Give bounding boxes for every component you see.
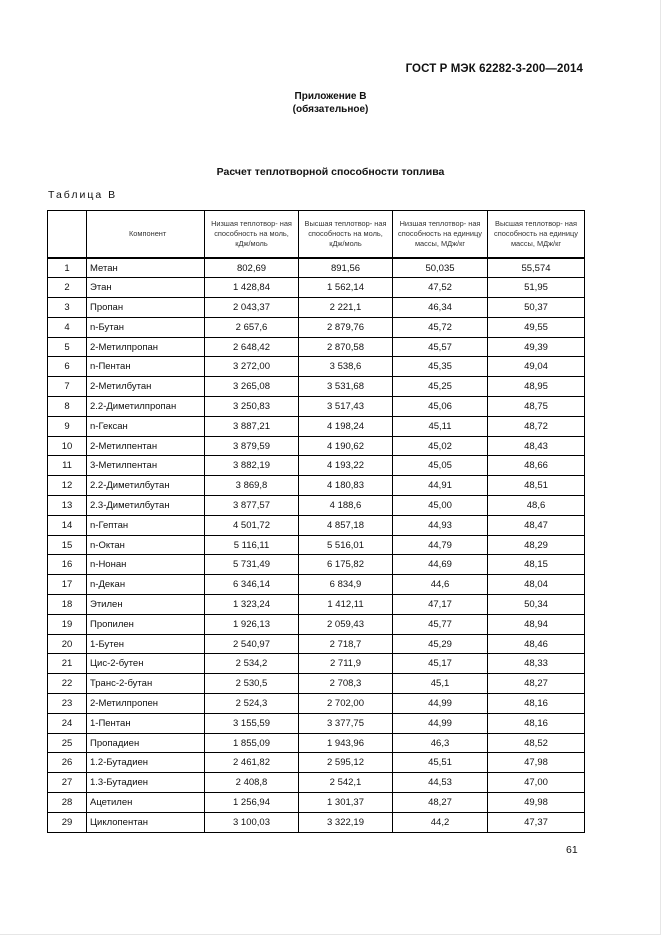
higher-molar-value: 3 377,75 [299,713,393,733]
table-row [48,337,585,357]
component-name: 2.3-Диметилбутан [87,496,205,516]
higher-mass-value: 48,94 [488,614,585,634]
row-number: 18 [48,595,87,615]
higher-mass-value: 48,52 [488,733,585,753]
row-number: 6 [48,357,87,377]
higher-mass-value: 47,00 [488,773,585,793]
higher-molar-value: 2 702,00 [299,694,393,714]
row-number: 25 [48,733,87,753]
table-row [48,694,585,714]
row-number: 5 [48,337,87,357]
column-header-lower-molar: Низшая теплотвор- ная способность на моль, кДж/моль [205,211,299,259]
higher-mass-value: 48,16 [488,694,585,714]
row-number: 13 [48,496,87,516]
table-row [48,357,585,377]
higher-molar-value: 3 322,19 [299,812,393,832]
table-row [48,397,585,417]
table-caption-number: В [108,189,116,201]
table-caption-label: Таблица [48,189,104,201]
component-name: 2-Метилпентан [87,436,205,456]
lower-mass-value: 45,02 [393,436,488,456]
row-number: 1 [48,258,87,278]
higher-mass-value: 48,27 [488,674,585,694]
component-name: n-Нонан [87,555,205,575]
row-number: 22 [48,674,87,694]
row-number: 11 [48,456,87,476]
higher-molar-value: 3 538,6 [299,357,393,377]
table-row [48,377,585,397]
row-number: 7 [48,377,87,397]
lower-mass-value: 45,72 [393,317,488,337]
component-name: 1.2-Бутадиен [87,753,205,773]
higher-molar-value: 1 562,14 [299,278,393,298]
lower-molar-value: 3 869,8 [205,476,299,496]
table-row [48,654,585,674]
row-number: 16 [48,555,87,575]
row-number: 17 [48,575,87,595]
row-number: 24 [48,713,87,733]
table-row [48,278,585,298]
row-number: 4 [48,317,87,337]
lower-molar-value: 2 043,37 [205,298,299,318]
lower-molar-value: 1 323,24 [205,595,299,615]
higher-mass-value: 49,04 [488,357,585,377]
higher-molar-value: 1 943,96 [299,733,393,753]
lower-mass-value: 44,93 [393,515,488,535]
lower-molar-value: 802,69 [205,258,299,278]
component-name: 2-Метилпропан [87,337,205,357]
row-number: 2 [48,278,87,298]
component-name: Пропилен [87,614,205,634]
document-code-header: ГОСТ Р МЭК 62282-3-200—2014 [405,63,583,75]
table-row [48,436,585,456]
lower-molar-value: 5 731,49 [205,555,299,575]
higher-mass-value: 50,34 [488,595,585,615]
higher-molar-value: 3 517,43 [299,397,393,417]
higher-mass-value: 50,37 [488,298,585,318]
component-name: 2.2-Диметилбутан [87,476,205,496]
table-row [48,753,585,773]
higher-mass-value: 48,75 [488,397,585,417]
lower-molar-value: 3 100,03 [205,812,299,832]
lower-molar-value: 2 530,5 [205,674,299,694]
component-name: Пропадиен [87,733,205,753]
component-name: Цис-2-бутен [87,654,205,674]
lower-molar-value: 1 428,84 [205,278,299,298]
row-number: 23 [48,694,87,714]
component-name: Ацетилен [87,793,205,813]
higher-mass-value: 48,6 [488,496,585,516]
row-number: 8 [48,397,87,417]
higher-mass-value: 48,16 [488,713,585,733]
component-name: Транс-2-бутан [87,674,205,694]
higher-mass-value: 49,39 [488,337,585,357]
lower-molar-value: 3 272,00 [205,357,299,377]
lower-molar-value: 1 926,13 [205,614,299,634]
table-row [48,634,585,654]
component-name: Этилен [87,595,205,615]
higher-mass-value: 48,47 [488,515,585,535]
page-number: 61 [566,844,578,856]
lower-mass-value: 45,06 [393,397,488,417]
lower-mass-value: 44,99 [393,713,488,733]
lower-mass-value: 45,25 [393,377,488,397]
lower-mass-value: 45,29 [393,634,488,654]
higher-molar-value: 4 193,22 [299,456,393,476]
table-row [48,773,585,793]
table-row [48,456,585,476]
lower-molar-value: 3 250,83 [205,397,299,417]
lower-molar-value: 2 408,8 [205,773,299,793]
table-row [48,555,585,575]
higher-molar-value: 891,56 [299,258,393,278]
table-caption [48,189,115,201]
lower-molar-value: 3 155,59 [205,713,299,733]
lower-molar-value: 3 882,19 [205,456,299,476]
row-number: 12 [48,476,87,496]
appendix-status: (обязательное) [292,104,369,115]
lower-molar-value: 3 887,21 [205,416,299,436]
lower-mass-value: 45,51 [393,753,488,773]
section-title: Расчет теплотворной способности топлива [216,166,445,178]
higher-molar-value: 1 301,37 [299,793,393,813]
table-row [48,317,585,337]
table-row [48,515,585,535]
row-number: 21 [48,654,87,674]
lower-mass-value: 46,34 [393,298,488,318]
component-name: Метан [87,258,205,278]
lower-mass-value: 45,00 [393,496,488,516]
component-name: n-Пентан [87,357,205,377]
higher-molar-value: 6 834,9 [299,575,393,595]
higher-molar-value: 5 516,01 [299,535,393,555]
column-header-number [48,211,87,259]
row-number: 10 [48,436,87,456]
higher-mass-value: 48,72 [488,416,585,436]
component-name: n-Бутан [87,317,205,337]
lower-molar-value: 2 524,3 [205,694,299,714]
lower-molar-value: 4 501,72 [205,515,299,535]
appendix-heading [0,90,661,116]
lower-mass-value: 44,2 [393,812,488,832]
lower-mass-value: 44,69 [393,555,488,575]
row-number: 20 [48,634,87,654]
lower-molar-value: 2 461,82 [205,753,299,773]
lower-mass-value: 45,57 [393,337,488,357]
table-row [48,298,585,318]
table-header-row [48,211,585,259]
higher-molar-value: 4 857,18 [299,515,393,535]
component-name: Пропан [87,298,205,318]
higher-molar-value: 2 711,9 [299,654,393,674]
lower-molar-value: 3 265,08 [205,377,299,397]
higher-mass-value: 47,37 [488,812,585,832]
higher-molar-value: 2 718,7 [299,634,393,654]
lower-molar-value: 2 534,2 [205,654,299,674]
higher-molar-value: 4 188,6 [299,496,393,516]
table-row [48,476,585,496]
higher-mass-value: 48,46 [488,634,585,654]
higher-mass-value: 48,33 [488,654,585,674]
higher-mass-value: 49,98 [488,793,585,813]
higher-molar-value: 4 198,24 [299,416,393,436]
higher-mass-value: 48,15 [488,555,585,575]
lower-mass-value: 47,17 [393,595,488,615]
table-row [48,793,585,813]
higher-mass-value: 48,95 [488,377,585,397]
lower-molar-value: 6 346,14 [205,575,299,595]
lower-mass-value: 45,35 [393,357,488,377]
lower-mass-value: 44,99 [393,694,488,714]
lower-mass-value: 47,52 [393,278,488,298]
lower-molar-value: 2 648,42 [205,337,299,357]
higher-molar-value: 2 542,1 [299,773,393,793]
component-name: n-Декан [87,575,205,595]
table-row [48,733,585,753]
lower-molar-value: 1 855,09 [205,733,299,753]
component-name: Циклопентан [87,812,205,832]
table-row [48,575,585,595]
table-row [48,258,585,278]
higher-molar-value: 4 190,62 [299,436,393,456]
lower-mass-value: 44,79 [393,535,488,555]
table-row [48,416,585,436]
component-name: 2.2-Диметилпропан [87,397,205,417]
lower-molar-value: 5 116,11 [205,535,299,555]
higher-molar-value: 3 531,68 [299,377,393,397]
component-name: n-Октан [87,535,205,555]
higher-molar-value: 2 221,1 [299,298,393,318]
component-name: n-Гексан [87,416,205,436]
row-number: 28 [48,793,87,813]
lower-molar-value: 2 657,6 [205,317,299,337]
lower-mass-value: 45,05 [393,456,488,476]
fuel-heating-value-table [47,210,585,833]
component-name: n-Гептан [87,515,205,535]
row-number: 19 [48,614,87,634]
table-body [48,258,585,832]
table-row [48,595,585,615]
higher-mass-value: 48,51 [488,476,585,496]
column-header-higher-molar: Высшая теплотвор- ная способность на моль, кДж/моль [299,211,393,259]
component-name: Этан [87,278,205,298]
lower-molar-value: 1 256,94 [205,793,299,813]
higher-molar-value: 2 879,76 [299,317,393,337]
table-row [48,535,585,555]
higher-molar-value: 2 870,58 [299,337,393,357]
lower-mass-value: 46,3 [393,733,488,753]
higher-mass-value: 48,43 [488,436,585,456]
component-name: 1.3-Бутадиен [87,773,205,793]
lower-mass-value: 45,11 [393,416,488,436]
component-name: 3-Метилпентан [87,456,205,476]
component-name: 2-Метилпропен [87,694,205,714]
table-row [48,812,585,832]
higher-molar-value: 6 175,82 [299,555,393,575]
lower-mass-value: 44,53 [393,773,488,793]
lower-mass-value: 45,17 [393,654,488,674]
lower-molar-value: 3 877,57 [205,496,299,516]
higher-molar-value: 1 412,11 [299,595,393,615]
higher-mass-value: 49,55 [488,317,585,337]
lower-mass-value: 44,6 [393,575,488,595]
row-number: 15 [48,535,87,555]
higher-mass-value: 51,95 [488,278,585,298]
row-number: 27 [48,773,87,793]
component-name: 1-Пентан [87,713,205,733]
lower-mass-value: 48,27 [393,793,488,813]
lower-molar-value: 2 540,97 [205,634,299,654]
higher-mass-value: 48,29 [488,535,585,555]
table-row [48,496,585,516]
component-name: 1-Бутен [87,634,205,654]
lower-molar-value: 3 879,59 [205,436,299,456]
row-number: 29 [48,812,87,832]
appendix-title: Приложение В [294,91,367,102]
higher-mass-value: 47,98 [488,753,585,773]
higher-molar-value: 4 180,83 [299,476,393,496]
component-name: 2-Метилбутан [87,377,205,397]
higher-molar-value: 2 708,3 [299,674,393,694]
higher-mass-value: 48,04 [488,575,585,595]
row-number: 14 [48,515,87,535]
higher-molar-value: 2 059,43 [299,614,393,634]
row-number: 3 [48,298,87,318]
lower-mass-value: 50,035 [393,258,488,278]
lower-mass-value: 44,91 [393,476,488,496]
higher-molar-value: 2 595,12 [299,753,393,773]
row-number: 26 [48,753,87,773]
column-header-lower-mass: Низшая теплотвор- ная способность на единицу массы, МДж/кг [393,211,488,259]
lower-mass-value: 45,1 [393,674,488,694]
table-row [48,614,585,634]
higher-mass-value: 48,66 [488,456,585,476]
higher-mass-value: 55,574 [488,258,585,278]
row-number: 9 [48,416,87,436]
column-header-component: Компонент [87,211,205,259]
table-row [48,674,585,694]
table-row [48,713,585,733]
lower-mass-value: 45,77 [393,614,488,634]
column-header-higher-mass: Высшая теплотвор- ная способность на единицу массы, МДж/кг [488,211,585,259]
